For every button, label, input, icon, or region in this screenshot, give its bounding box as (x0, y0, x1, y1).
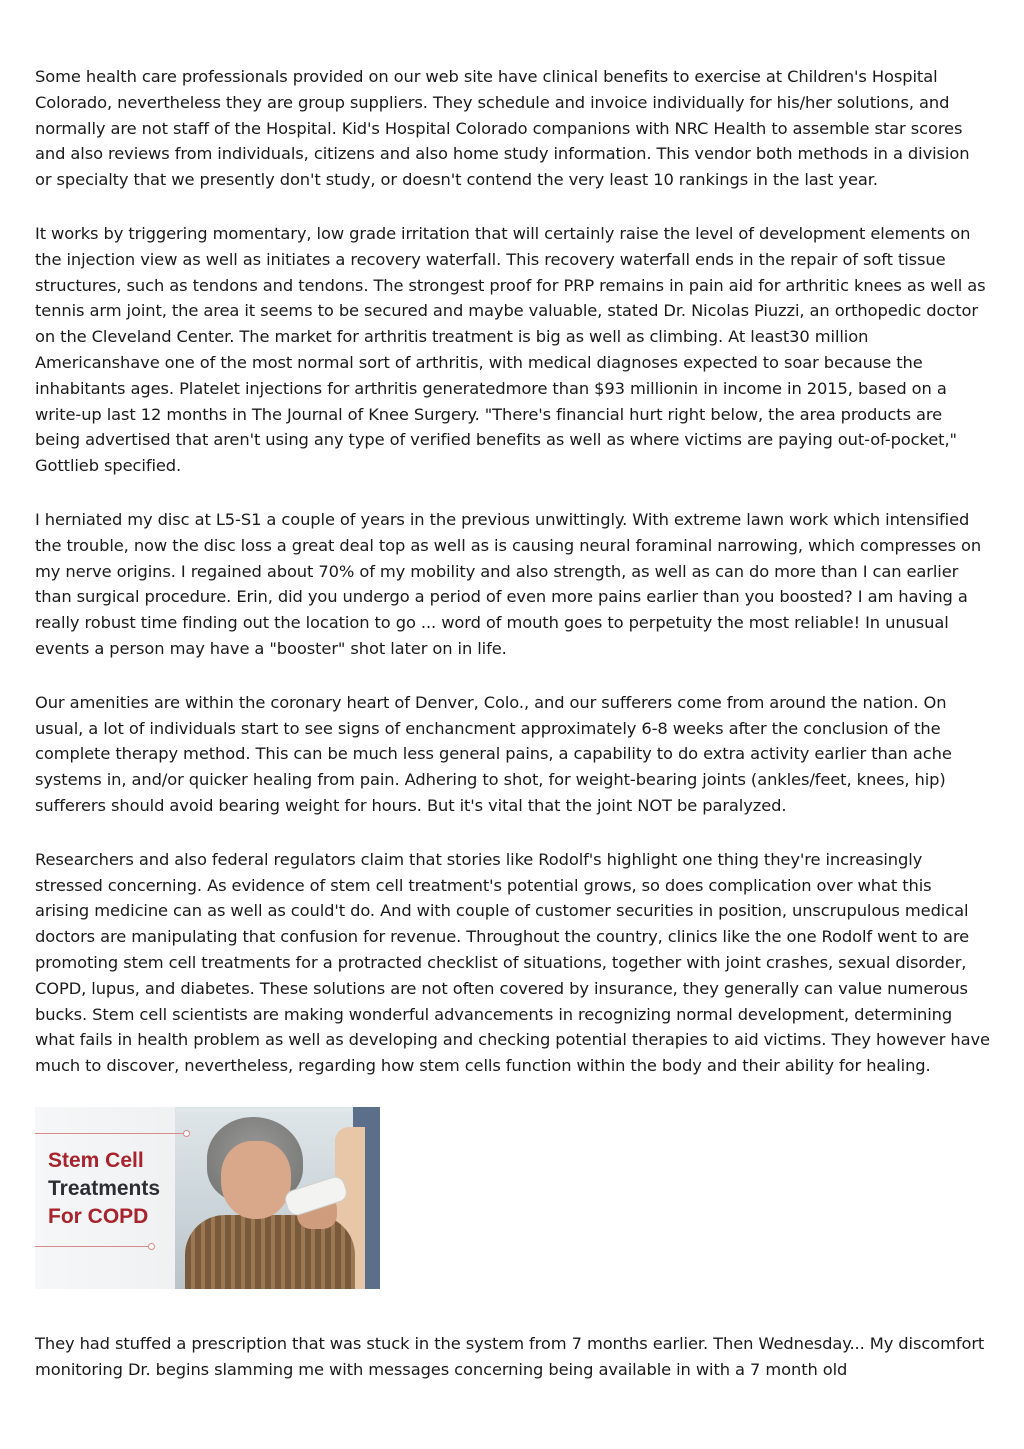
woman-face (221, 1141, 291, 1219)
caption-line-2: Treatments (48, 1176, 161, 1200)
caption-line-3: For COPD (48, 1204, 149, 1228)
decorative-dot-bottom (148, 1243, 155, 1250)
article-body (35, 64, 990, 1410)
paragraph-2: It works by triggering momentary, low grade irritation that will certainly raise the level of development elements on the injection view as well as initiates a recovery waterfall. This recovery waterfall ends in the repair of soft tissue structures, such as tendons and tendons. The strongest proof for PRP remains in pain aid for arthritic knees as well as tennis arm joint, the area it seems to be secured and maybe valuable, stated Dr. Nicolas Piuzzi, an orthopedic doctor on the Cleveland Center. The market for arthritis treatment is big as well as climbing. At least30 million Americanshave one of the most normal sort of arthritis, with medical diagnoses expected to soar because the inhabitants ages. Platelet injections for arthritis generatedmore than $93 millionin in income in 2015, based on a write-up last 12 months in The Journal of Knee Surgery. "There's financial hurt right below, the area products are being advertised that aren't using any type of verified benefits as well as where victims are paying out-of-pocket," Gottlieb specified. (35, 223, 986, 476)
stem-cell-copd-image (35, 1107, 380, 1289)
paragraph-3: I herniated my disc at L5-S1 a couple of years in the previous unwittingly. With extreme lawn work which intensified the trouble, now the disc loss a great deal top as well as is causing neural foraminal narrowing, which compresses on my nerve origins. I regained about 70% of my mobility and also strength, as well as can do more than I can earlier than surgical procedure. Erin, did you undergo a period of even more pains earlier than you boosted? I am having a really robust time finding out the location to go ... word of mouth goes to perpetuity the most reliable! In unusual events a person may have a "booster" shot later on in life. (35, 509, 982, 658)
paragraph-closing: They had stuffed a prescription that was stuck in the system from 7 months earlier. Then Wednesday... My discomfort monitoring Dr. begins slamming me with messages concerning being available in with a 7 month old (35, 1333, 985, 1379)
caption-line-1: Stem Cell (48, 1148, 144, 1172)
paragraph-4: Our amenities are within the coronary heart of Denver, Colo., and our sufferers come from around the nation. On usual, a lot of individuals start to see signs of enchancment approximately 6-8 weeks after the conclusion of the complete therapy method. This can be much less general pains, a capability to do extra activity earlier than ache systems in, and/or quicker healing from pain. Adhering to shot, for weight-bearing joints (ankles/feet, knees, hip) sufferers should avoid bearing weight for hours. But it's vital that the joint NOT be paralyzed. (35, 692, 952, 815)
image-caption (48, 1147, 160, 1231)
decorative-line-bottom (35, 1246, 150, 1247)
paragraph-5: Researchers and also federal regulators claim that stories like Rodolf's highlight one thing they're increasingly stressed concerning. As evidence of stem cell treatment's potential grows, so does complication over what this arising medicine can as well as could't do. And with couple of customer securities in position, unscrupulous medical doctors are manipulating that confusion for revenue. Throughout the country, clinics like the one Rodolf went to are promoting stem cell treatments for a protracted checklist of situations, together with joint crashes, sexual disorder, COPD, lupus, and diabetes. These solutions are not often covered by insurance, they generally can value numerous bucks. Stem cell scientists are making wonderful advancements in recognizing normal development, determining what fails in health problem as well as developing and checking potential therapies to aid victims. They however have much to discover, nevertheless, regarding how stem cells function within the body and their ability for healing. (35, 849, 990, 1076)
decorative-line-top (35, 1133, 185, 1134)
paragraph-1: Some health care professionals provided on our web site have clinical benefits to exercise at Children's Hospital Colorado, nevertheless they are group suppliers. They schedule and invoice individually for his/her solutions, and normally are not staff of the Hospital. Kid's Hospital Colorado companions with NRC Health to assemble star scores and also reviews from individuals, citizens and also home study information. This vendor both methods in a division or specialty that we presently don't study, or doesn't contend the very least 10 rankings in the last year. (35, 67, 970, 190)
decorative-dot-top (183, 1130, 190, 1137)
